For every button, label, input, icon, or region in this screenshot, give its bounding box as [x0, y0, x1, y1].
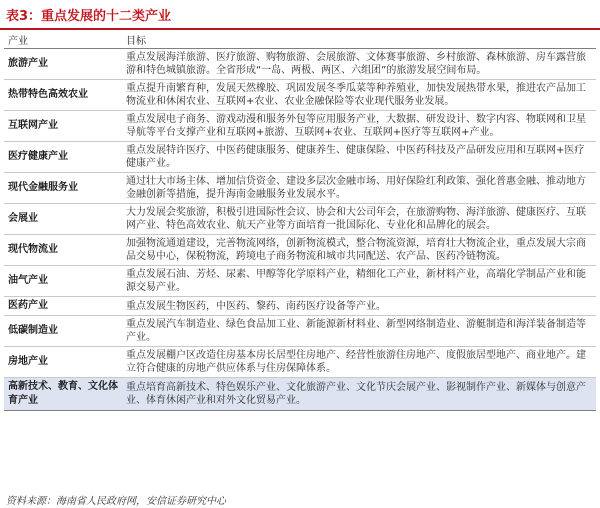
industry-cell: 医疗健康产业: [4, 142, 122, 173]
goal-cell: 重点发展海洋旅游、医疗旅游、购物旅游、会展旅游、文体赛事旅游、乡村旅游、森林旅游、房车露营旅游和特色城镇旅游。全省形成“一岛、两极、两区、六组团”的旅游发展空间布局。: [122, 49, 596, 80]
source-note: 资料来源：海南省人民政府网，安信证券研究中心: [6, 496, 226, 507]
goal-cell: 加强物流通道建设，完善物流网络，创新物流模式，整合物流资源，培育壮大物流企业，重点发展大宗商品交易中心，保税物流，跨境电子商务物流和城市共同配送、农产品、医药冷链物流。: [122, 235, 596, 266]
industry-cell: 油气产业: [4, 266, 122, 297]
industry-cell: 房地产业: [4, 347, 122, 378]
table-row: [4, 173, 596, 204]
industry-cell: 旅游产业: [4, 49, 122, 80]
table-row: [4, 80, 596, 111]
table-row: [4, 266, 596, 297]
goal-cell: 重点发展石油、芳烃、尿素、甲醇等化学原料产业，精细化工产业，新材料产业，高端化学制品产业和能源交易产业。: [122, 266, 596, 297]
header-industry: 产业: [4, 30, 122, 49]
industry-table: [4, 30, 596, 411]
industry-cell: 热带特色高效农业: [4, 80, 122, 111]
table-title: 表3：重点发展的十二类产业: [6, 9, 172, 24]
goal-cell: 重点发展特许医疗、中医药健康服务、健康养生、健康保险、中医药科技及产品研发应用和互联网+医疗健康产业。: [122, 142, 596, 173]
table-row: [4, 316, 596, 347]
table-row: [4, 297, 596, 316]
table-body: [4, 49, 596, 411]
goal-cell: 重点发展棚户区改造住房基本房长居型住房地产、经营性旅游住房地产、度假旅居型地产、商业地产。建立符合健康的房地产供应体系与住房保障体系。: [122, 347, 596, 378]
industry-cell: 互联网产业: [4, 111, 122, 142]
goal-cell: 重点发展生物医药，中医药、黎药、南药医疗设备等产业。: [122, 297, 596, 316]
header-goal: 目标: [122, 30, 596, 49]
goal-cell: 重点培育高新技术、特色娱乐产业、文化旅游产业、文化节庆会展产业、影视制作产业、新媒体与创意产业、体育休闲产业和对外文化贸易产业。: [122, 378, 596, 411]
table-row: [4, 49, 596, 80]
table-row: [4, 204, 596, 235]
industry-cell: 低碳制造业: [4, 316, 122, 347]
industry-cell: 医药产业: [4, 297, 122, 316]
table-row: [4, 235, 596, 266]
goal-cell: 重点提升南繁育种，发展天然橡胶、巩固发展冬季瓜菜等种养殖业，加快发展热带水果，推进农产品加工物流业和休闲农业、互联网+农业、农业金融保险等农业现代服务业发展。: [122, 80, 596, 111]
table-row: [4, 347, 596, 378]
table-row: [4, 142, 596, 173]
goal-cell: 重点发展汽车制造业、绿色食品加工业、新能源新材料业、新型网络制造业、游艇制造和海洋装备制造等产业。: [122, 316, 596, 347]
industry-cell: 会展业: [4, 204, 122, 235]
goal-cell: 大力发展会奖旅游，积极引进国际性会议、协会和大公司年会，在旅游购物、海洋旅游、健康医疗、互联网产业、特色高效农业、航天产业等方面培育一批国际化、专业化和品牌化的展会。: [122, 204, 596, 235]
goal-cell: 通过壮大市场主体、增加信贷资金、建设多层次金融市场、用好保险红利政策、强化普惠金融、推动地方金融创新等措施，提升海南金融服务业发展水平。: [122, 173, 596, 204]
industry-cell: 高新技术、教育、文化体育产业: [4, 378, 122, 411]
goal-cell: 重点发展电子商务、游戏动漫和服务外包等应用服务产业，大数据、研发设计、数字内容、物联网和卫星导航等平台支撑产业和互联网+旅游、互联网+农业、互联网+医疗等互联网+产业。: [122, 111, 596, 142]
table-header-row: [4, 30, 596, 49]
industry-cell: 现代物流业: [4, 235, 122, 266]
industry-cell: 现代金融服务业: [4, 173, 122, 204]
table-row: [4, 378, 596, 411]
table-row: [4, 111, 596, 142]
